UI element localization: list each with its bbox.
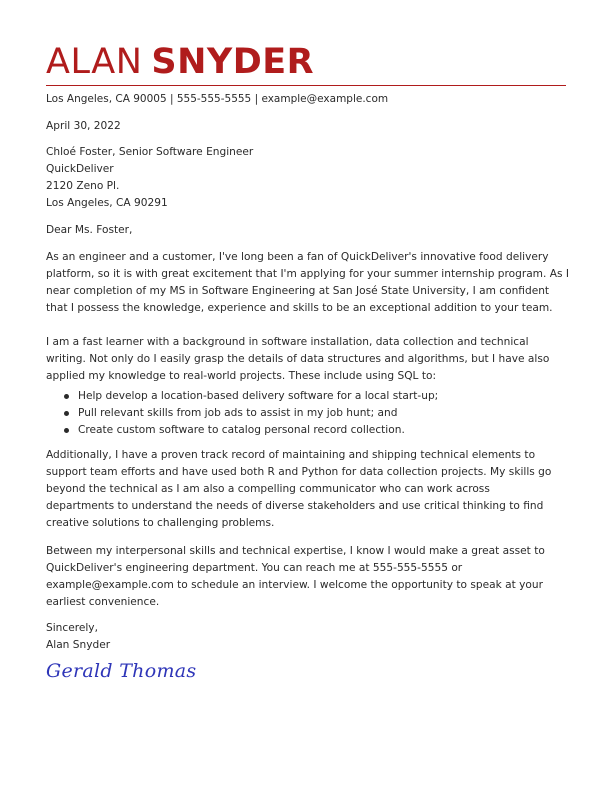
paragraph-line: Additionally, I have a proven track record of maintaining and shipping technical elements to (46, 449, 536, 461)
bullet-icon (64, 411, 69, 416)
paragraph-2 (46, 334, 566, 385)
paragraph-line: example@example.com to schedule an interview. I welcome the opportunity to speak at your (46, 579, 543, 591)
paragraph-1 (46, 249, 569, 317)
recipient-city: Los Angeles, CA 90291 (46, 197, 168, 209)
applicant-name-heading (46, 42, 314, 82)
recipient-name-title: Chloé Foster, Senior Software Engineer (46, 146, 254, 158)
salutation: Dear Ms. Foster, (46, 224, 133, 236)
paragraph-line: earliest convenience. (46, 596, 160, 608)
list-item: Pull relevant skills from job ads to assist in my job hunt; and (62, 405, 438, 422)
paragraph-line: writing. Not only do I easily grasp the details of data structures and algorithms, but I have also (46, 353, 550, 365)
contact-info: Los Angeles, CA 90005 | 555-555-5555 | example@example.com (46, 93, 389, 105)
last-name: SNYDER (151, 42, 315, 82)
paragraph-3 (46, 447, 566, 532)
paragraph-line: QuickDeliver's engineering department. You can reach me at 555-555-5555 or (46, 562, 463, 574)
closing-name: Alan Snyder (46, 639, 111, 651)
bullet-icon (64, 394, 69, 399)
paragraph-line: beyond the technical as I am also a compelling communicator who can work across (46, 483, 490, 495)
skills-bullet-list (62, 388, 438, 439)
paragraph-line: Between my interpersonal skills and technical expertise, I know I would make a great asset to (46, 545, 545, 557)
first-name: ALAN (46, 42, 143, 82)
handwritten-signature: Gerald Thomas (46, 660, 197, 682)
recipient-address (46, 144, 566, 212)
recipient-street: 2120 Zeno Pl. (46, 180, 120, 192)
paragraph-line: applied my knowledge to real-world projects. These include using SQL to: (46, 370, 437, 382)
paragraph-line: departments to understand the needs of diverse stakeholders and use critical thinking to find (46, 500, 544, 512)
paragraph-line: creative solutions to challenging problems. (46, 517, 275, 529)
paragraph-line: near completion of my MS in Software Engineering at San José State University, I am confident (46, 285, 550, 297)
paragraph-line: that I possess the knowledge, experience and skills to be an exceptional addition to your team. (46, 302, 553, 314)
list-item: Create custom software to catalog personal record collection. (62, 422, 438, 439)
paragraph-line: platform, so it is with great excitement that I'm applying for your summer internship program. As I (46, 268, 569, 280)
paragraph-line: support team efforts and have used both R and Python for data collection projects. My skills go (46, 466, 552, 478)
paragraph-line: I am a fast learner with a background in software installation, data collection and technical (46, 336, 529, 348)
bullet-icon (64, 428, 69, 433)
list-item: Help develop a location-based delivery software for a local start-up; (62, 388, 438, 405)
recipient-company: QuickDeliver (46, 163, 114, 175)
letter-date: April 30, 2022 (46, 120, 121, 132)
closing: Sincerely, (46, 622, 98, 634)
paragraph-line: As an engineer and a customer, I've long been a fan of QuickDeliver's innovative food delivery (46, 251, 549, 263)
paragraph-4 (46, 543, 566, 611)
closing-block (46, 620, 566, 654)
header-divider (46, 85, 566, 86)
